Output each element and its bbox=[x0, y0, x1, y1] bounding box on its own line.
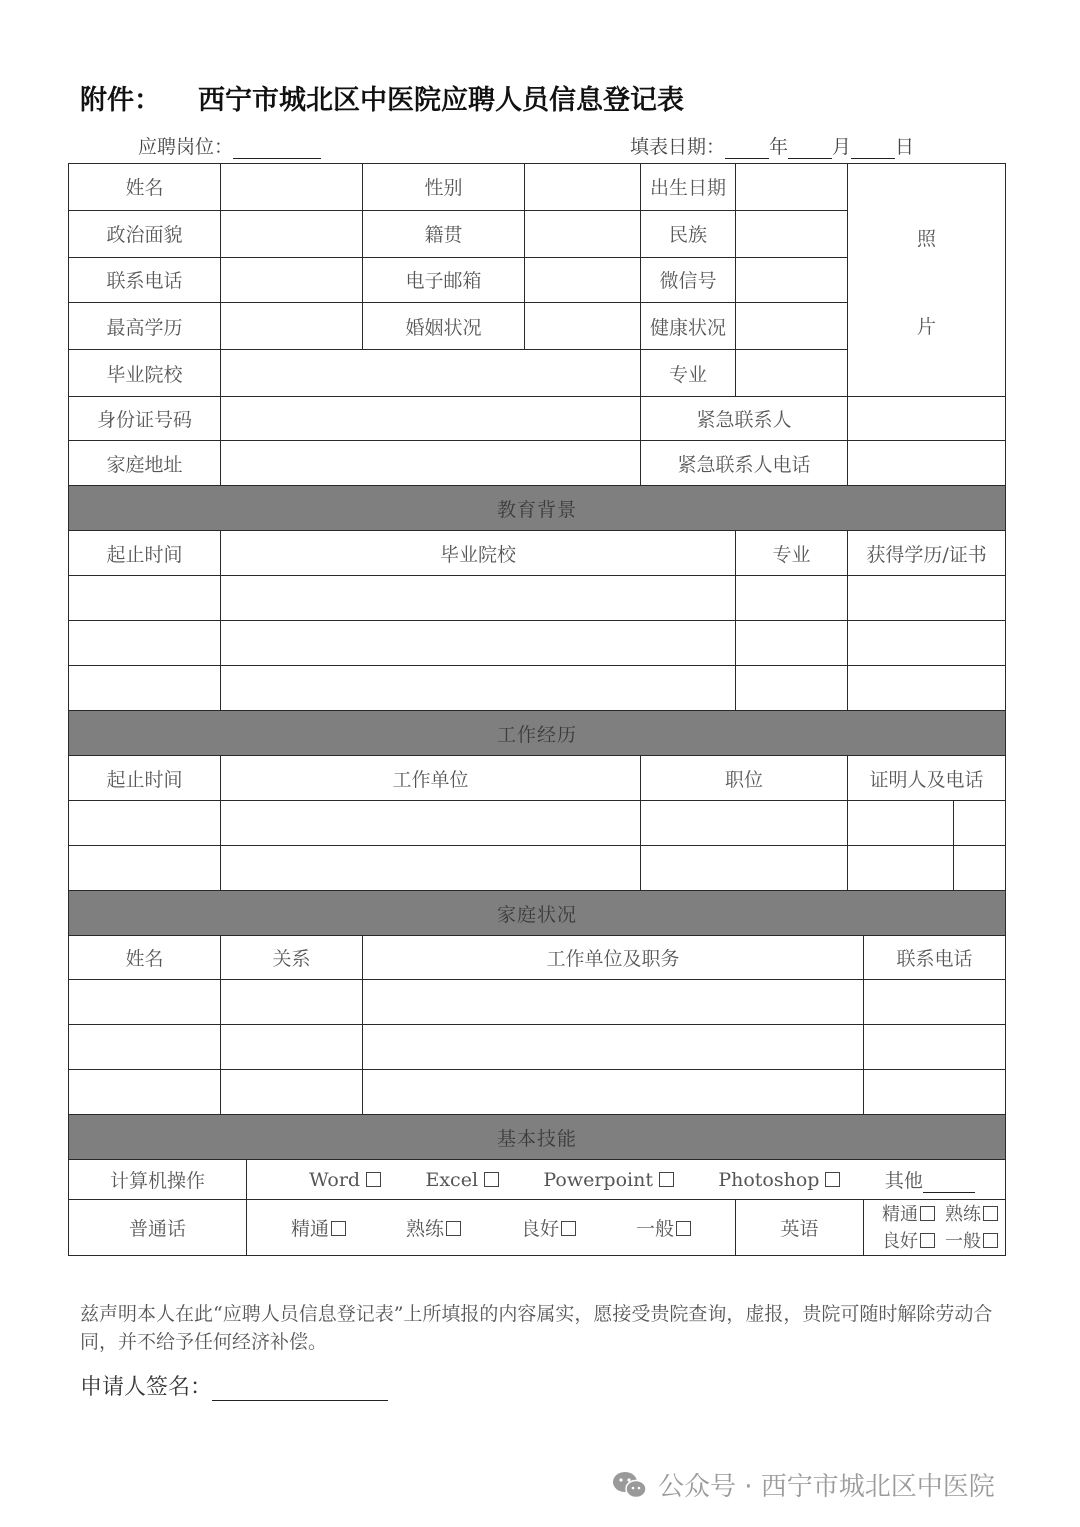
edu-cell-school[interactable] bbox=[221, 666, 736, 711]
label-computer: 计算机操作 bbox=[69, 1160, 247, 1200]
photo-label-1: 照 bbox=[917, 228, 937, 250]
edu-row bbox=[69, 666, 1006, 711]
date-label: 填表日期： bbox=[630, 136, 726, 158]
edu-header-school: 毕业院校 bbox=[221, 531, 736, 576]
work-header-reference: 证明人及电话 bbox=[848, 756, 1006, 801]
option-powerpoint-label: Powerpoint bbox=[543, 1168, 653, 1191]
mandarin-level-3-label: 良好 bbox=[520, 1218, 559, 1240]
computer-options bbox=[247, 1160, 1006, 1200]
edu-cell-school[interactable] bbox=[221, 576, 736, 621]
mandarin-level-2-checkbox[interactable] bbox=[446, 1221, 461, 1236]
edu-row bbox=[69, 621, 1006, 666]
position-label: 应聘岗位： bbox=[138, 136, 234, 158]
english-level-4-checkbox[interactable] bbox=[983, 1233, 998, 1248]
work-header-employer: 工作单位 bbox=[221, 756, 641, 801]
option-other-label: 其他 bbox=[884, 1170, 923, 1192]
label-phone: 联系电话 bbox=[69, 257, 221, 303]
family-cell-relation[interactable] bbox=[221, 1070, 363, 1115]
other-blank[interactable] bbox=[923, 1172, 975, 1193]
edu-header-major: 专业 bbox=[736, 531, 848, 576]
label-email: 电子邮箱 bbox=[363, 257, 525, 303]
work-cell-reference[interactable] bbox=[848, 801, 954, 846]
education-section-header: 教育背景 bbox=[69, 486, 1006, 531]
title-prefix: 附件： bbox=[80, 85, 161, 116]
edu-cell-degree[interactable] bbox=[848, 621, 1006, 666]
family-row bbox=[69, 980, 1006, 1025]
family-row bbox=[69, 1070, 1006, 1115]
label-political: 政治面貌 bbox=[69, 210, 221, 257]
input-wechat[interactable] bbox=[736, 257, 848, 303]
english-options bbox=[864, 1200, 1006, 1256]
work-cell-phone[interactable] bbox=[954, 801, 1006, 846]
input-school[interactable] bbox=[221, 350, 641, 397]
family-cell-employer[interactable] bbox=[363, 1070, 864, 1115]
family-cell-phone[interactable] bbox=[864, 980, 1006, 1025]
day-blank[interactable] bbox=[851, 138, 895, 159]
position-field bbox=[138, 132, 321, 159]
label-major: 专业 bbox=[641, 350, 736, 397]
family-cell-employer[interactable] bbox=[363, 1025, 864, 1070]
family-cell-name[interactable] bbox=[69, 1025, 221, 1070]
label-mandarin: 普通话 bbox=[69, 1200, 247, 1256]
input-education[interactable] bbox=[221, 303, 363, 350]
input-name[interactable] bbox=[221, 164, 363, 211]
input-gender[interactable] bbox=[525, 164, 641, 211]
wechat-icon bbox=[612, 1470, 648, 1500]
watermark bbox=[612, 1466, 995, 1503]
label-health: 健康状况 bbox=[641, 303, 736, 350]
mandarin-level-2 bbox=[406, 1214, 461, 1241]
excel-checkbox[interactable] bbox=[484, 1172, 499, 1187]
mandarin-level-1 bbox=[291, 1214, 346, 1241]
month-label: 月 bbox=[832, 136, 852, 158]
work-row bbox=[69, 801, 1006, 846]
family-cell-employer[interactable] bbox=[363, 980, 864, 1025]
work-row bbox=[69, 846, 1006, 891]
option-excel-label: Excel bbox=[425, 1168, 479, 1191]
label-gender: 性别 bbox=[363, 164, 525, 211]
edu-row bbox=[69, 576, 1006, 621]
input-ethnicity[interactable] bbox=[736, 210, 848, 257]
option-word-label: Word bbox=[309, 1168, 361, 1191]
family-header-relation: 关系 bbox=[221, 936, 363, 980]
english-level-3-checkbox[interactable] bbox=[920, 1233, 935, 1248]
label-emergency-contact: 紧急联系人 bbox=[641, 397, 848, 441]
work-cell-position[interactable] bbox=[641, 846, 848, 891]
form-meta bbox=[0, 130, 1080, 160]
work-cell-period[interactable] bbox=[69, 801, 221, 846]
mandarin-level-4-checkbox[interactable] bbox=[676, 1221, 691, 1236]
option-photoshop bbox=[718, 1169, 840, 1191]
input-email[interactable] bbox=[525, 257, 641, 303]
english-level-1-checkbox[interactable] bbox=[920, 1206, 935, 1221]
work-header-period: 起止时间 bbox=[69, 756, 221, 801]
registration-form bbox=[68, 163, 1006, 1256]
option-excel bbox=[425, 1169, 499, 1191]
edu-cell-period[interactable] bbox=[69, 666, 221, 711]
english-level-4-label: 一般 bbox=[945, 1230, 982, 1252]
label-ethnicity: 民族 bbox=[641, 210, 736, 257]
label-english: 英语 bbox=[736, 1200, 864, 1256]
label-address: 家庭地址 bbox=[69, 441, 221, 486]
year-blank[interactable] bbox=[725, 138, 769, 159]
label-id-number: 身份证号码 bbox=[69, 397, 221, 441]
input-id-number[interactable] bbox=[221, 397, 641, 441]
work-section-header: 工作经历 bbox=[69, 711, 1006, 756]
label-name: 姓名 bbox=[69, 164, 221, 211]
input-birth-date[interactable] bbox=[736, 164, 848, 211]
mandarin-level-4-label: 一般 bbox=[635, 1218, 674, 1240]
family-row bbox=[69, 1025, 1006, 1070]
edu-header-degree: 获得学历/证书 bbox=[848, 531, 1006, 576]
powerpoint-checkbox[interactable] bbox=[659, 1172, 674, 1187]
form-title bbox=[80, 78, 684, 117]
work-cell-employer[interactable] bbox=[221, 846, 641, 891]
label-birth-date: 出生日期 bbox=[641, 164, 736, 211]
work-cell-period[interactable] bbox=[69, 846, 221, 891]
word-checkbox[interactable] bbox=[366, 1172, 381, 1187]
edu-cell-degree[interactable] bbox=[848, 666, 1006, 711]
edu-cell-period[interactable] bbox=[69, 576, 221, 621]
signature-label: 申请人签名： bbox=[80, 1375, 213, 1400]
watermark-text: 公众号 · 西宁市城北区中医院 bbox=[658, 1472, 995, 1502]
year-label: 年 bbox=[769, 136, 789, 158]
mandarin-level-3 bbox=[521, 1214, 576, 1241]
work-cell-employer[interactable] bbox=[221, 801, 641, 846]
skills-section-header: 基本技能 bbox=[69, 1115, 1006, 1160]
edu-cell-major[interactable] bbox=[736, 666, 848, 711]
label-education: 最高学历 bbox=[69, 303, 221, 350]
work-cell-position[interactable] bbox=[641, 801, 848, 846]
input-emergency-contact[interactable] bbox=[848, 397, 1006, 441]
english-level-2-checkbox[interactable] bbox=[983, 1206, 998, 1221]
declaration-text: 兹声明本人在此“应聘人员信息登记表”上所填报的内容属实，愿接受贵院查询，虚报，贵院可随时解除劳动合同，并不给予任何经济补偿。 bbox=[80, 1303, 993, 1353]
mandarin-options bbox=[247, 1200, 736, 1256]
option-powerpoint bbox=[543, 1169, 674, 1191]
day-label: 日 bbox=[895, 136, 915, 158]
input-phone[interactable] bbox=[221, 257, 363, 303]
mandarin-level-1-checkbox[interactable] bbox=[331, 1221, 346, 1236]
title-main: 西宁市城北区中医院应聘人员信息登记表 bbox=[198, 85, 684, 116]
work-cell-reference[interactable] bbox=[848, 846, 954, 891]
family-header-employer: 工作单位及职务 bbox=[363, 936, 864, 980]
option-other bbox=[885, 1166, 975, 1193]
label-emergency-phone: 紧急联系人电话 bbox=[641, 441, 848, 486]
signature-field bbox=[80, 1370, 388, 1401]
english-level-3-label: 良好 bbox=[882, 1230, 919, 1252]
mandarin-level-4 bbox=[636, 1214, 691, 1241]
input-health[interactable] bbox=[736, 303, 848, 350]
edu-cell-school[interactable] bbox=[221, 621, 736, 666]
input-address[interactable] bbox=[221, 441, 641, 486]
photoshop-checkbox[interactable] bbox=[825, 1172, 840, 1187]
input-native-place[interactable] bbox=[525, 210, 641, 257]
family-cell-phone[interactable] bbox=[864, 1070, 1006, 1115]
family-cell-phone[interactable] bbox=[864, 1025, 1006, 1070]
edu-cell-major[interactable] bbox=[736, 576, 848, 621]
edu-cell-major[interactable] bbox=[736, 621, 848, 666]
label-marital: 婚姻状况 bbox=[363, 303, 525, 350]
family-cell-name[interactable] bbox=[69, 1070, 221, 1115]
label-wechat: 微信号 bbox=[641, 257, 736, 303]
family-header-name: 姓名 bbox=[69, 936, 221, 980]
english-level-2-label: 熟练 bbox=[945, 1203, 982, 1225]
mandarin-level-3-checkbox[interactable] bbox=[561, 1221, 576, 1236]
family-cell-name[interactable] bbox=[69, 980, 221, 1025]
english-level-1-label: 精通 bbox=[882, 1203, 919, 1225]
date-field bbox=[630, 132, 914, 159]
family-header-phone: 联系电话 bbox=[864, 936, 1006, 980]
photo-box[interactable] bbox=[848, 164, 1006, 397]
family-cell-relation[interactable] bbox=[221, 1025, 363, 1070]
photo-label-2: 片 bbox=[917, 316, 937, 338]
input-political[interactable] bbox=[221, 210, 363, 257]
label-native-place: 籍贯 bbox=[363, 210, 525, 257]
month-blank[interactable] bbox=[788, 138, 832, 159]
family-cell-relation[interactable] bbox=[221, 980, 363, 1025]
mandarin-level-2-label: 熟练 bbox=[405, 1218, 444, 1240]
work-cell-phone[interactable] bbox=[954, 846, 1006, 891]
input-major[interactable] bbox=[736, 350, 848, 397]
option-word bbox=[309, 1169, 381, 1191]
input-emergency-phone[interactable] bbox=[848, 441, 1006, 486]
input-marital[interactable] bbox=[525, 303, 641, 350]
family-section-header: 家庭状况 bbox=[69, 891, 1006, 936]
mandarin-level-1-label: 精通 bbox=[290, 1218, 329, 1240]
option-photoshop-label: Photoshop bbox=[718, 1168, 820, 1191]
position-blank[interactable] bbox=[233, 138, 321, 159]
edu-cell-degree[interactable] bbox=[848, 576, 1006, 621]
edu-header-period: 起止时间 bbox=[69, 531, 221, 576]
work-header-position: 职位 bbox=[641, 756, 848, 801]
label-school: 毕业院校 bbox=[69, 350, 221, 397]
edu-cell-period[interactable] bbox=[69, 621, 221, 666]
signature-blank[interactable] bbox=[212, 1376, 388, 1401]
